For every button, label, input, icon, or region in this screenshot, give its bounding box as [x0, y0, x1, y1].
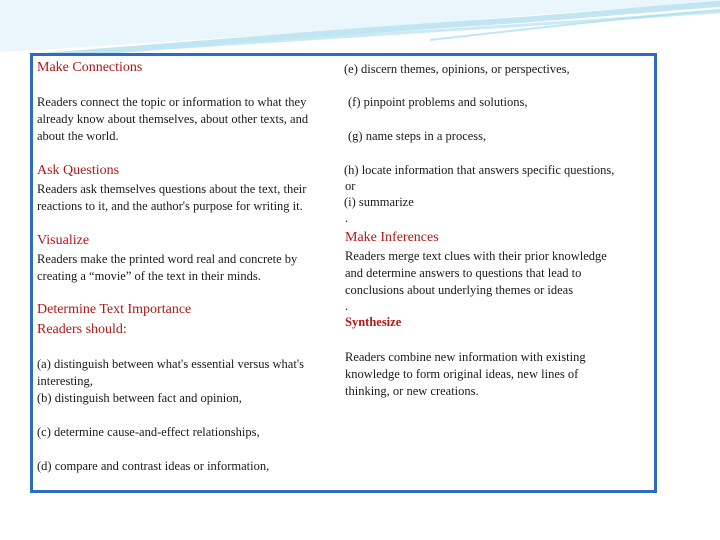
importance-item: (e) discern themes, opinions, or perspectives,	[344, 62, 570, 76]
visualize-line: creating a “movie” of the text in their minds.	[37, 269, 261, 283]
inferences-line: Readers merge text clues with their prior knowledge	[345, 249, 607, 263]
connections-line: about the world.	[37, 129, 119, 143]
period-mark: .	[345, 299, 349, 313]
inferences-line: conclusions about underlying themes or ideas	[345, 283, 574, 297]
wave-decoration	[0, 0, 720, 60]
importance-item: (g) name steps in a process,	[348, 129, 487, 143]
period-mark: .	[345, 211, 349, 225]
questions-line: reactions to it, and the author's purpose for writing it.	[37, 199, 303, 213]
determine-importance-heading: Determine Text Importance	[37, 302, 192, 317]
synthesize-line: Readers combine new information with existing	[345, 350, 586, 364]
importance-item: interesting,	[37, 374, 93, 388]
synthesize-line: knowledge to form original ideas, new lines of	[345, 367, 579, 381]
connections-line: Readers connect the topic or information to what they	[37, 95, 307, 109]
visualize-line: Readers make the printed word real and concrete by	[37, 252, 298, 266]
synthesize-line: thinking, or new creations.	[345, 384, 479, 398]
make-connections-heading: Make Connections	[37, 60, 143, 75]
importance-item: (d) compare and contrast ideas or information,	[37, 459, 270, 473]
importance-item: (f) pinpoint problems and solutions,	[348, 95, 528, 109]
importance-item: (h) locate information that answers specific questions,	[344, 163, 615, 177]
ask-questions-heading: Ask Questions	[37, 163, 120, 178]
visualize-heading: Visualize	[37, 233, 90, 248]
questions-line: Readers ask themselves questions about the text, their	[37, 182, 307, 196]
inferences-line: and determine answers to questions that lead to	[345, 266, 582, 280]
importance-item: (c) determine cause-and-effect relationships,	[37, 425, 260, 439]
synthesize-heading: Synthesize	[345, 315, 402, 329]
make-inferences-heading: Make Inferences	[345, 230, 439, 245]
importance-item: (b) distinguish between fact and opinion,	[37, 391, 242, 405]
readers-should-heading: Readers should:	[37, 322, 127, 337]
connections-line: already know about themselves, about other texts, and	[37, 112, 309, 126]
importance-item: (a) distinguish between what's essential versus what's	[37, 357, 304, 371]
importance-item: (i) summarize	[344, 195, 414, 209]
importance-item: or	[345, 179, 356, 193]
